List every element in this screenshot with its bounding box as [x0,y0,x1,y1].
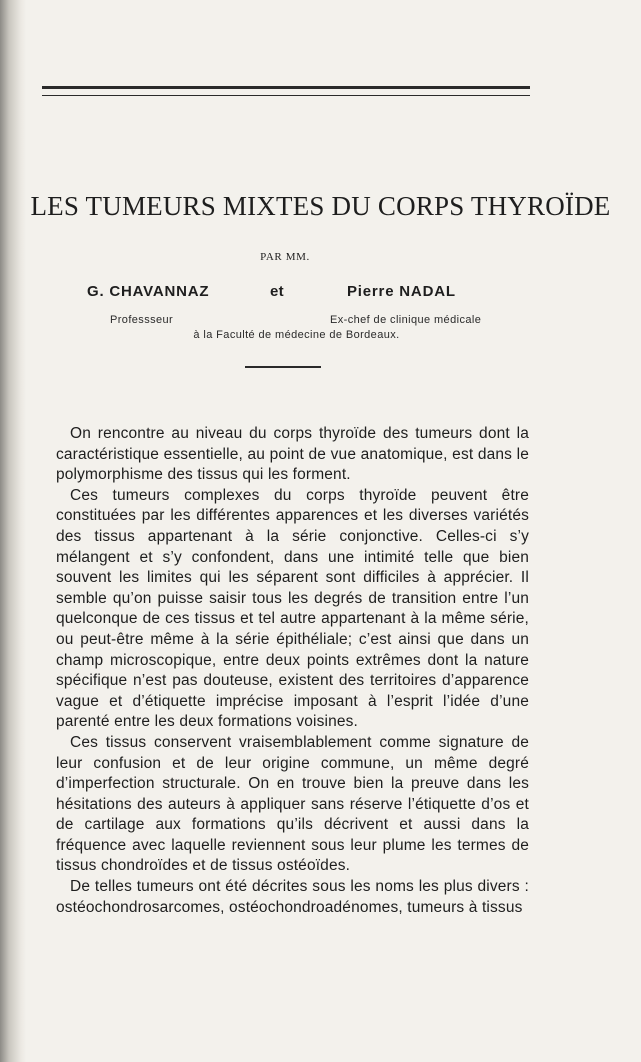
body-paragraph: On rencontre au niveau du corps thyroïde des tumeurs dont la caractéristique essentielle, au point de vue anatomique, est dans le polymorphisme des tissus qui les forment. [56,425,529,484]
author-1-name: G. CHAVANNAZ [87,283,210,300]
header-double-rule [42,86,530,96]
section-divider [245,366,321,368]
author-2-name: Pierre NADAL [347,283,456,300]
author-2-role: Ex-chef de clinique médicale [330,314,482,326]
authors-intro: PAR MM. [260,251,310,263]
article-body [56,424,529,918]
body-paragraph: Ces tissus conservent vraisemblablement comme signature de leur confusion et de leur origine commune, un même degré d’imperfection structurale. On en trouve bien la preuve dans les hésitations des auteurs à appliquer sans réserve l’étiquette d’os et de cartilage aux formations qu’ils décrivent et aussi dans la fréquence avec laquelle reviennent sous leur plume les termes de tissus chondroïdes et de tissus ostéoïdes. [56,733,529,875]
authors-conjunction: et [270,283,284,300]
page-edge-shadow [0,0,26,1062]
author-1-role: Professseur [110,314,174,326]
institution: à la Faculté de médecine de Bordeaux. [193,329,400,341]
body-paragraph: Ces tumeurs complexes du corps thyroïde peuvent être constituées par les différentes apparences et les diverses variétés des tissus appartenant à la série conjonctive. Celles-ci s’y mélangent et s’y confondent, dans une intimité telle que bien souvent les limites qui les séparent sont difficiles à apprécier. Il semble qu’on puisse saisir tous les degrés de transition entre l’un quelconque de ces tissus et tel autre appartenant à la même série, ou peut-être même à la série épithéliale; c’est ainsi que dans un champ microscopique, entre deux points extrêmes dont la nature spécifique n’est pas douteuse, existent des territoires d’apparence vague et d’étiquette imprécise imposant à l’esprit l’idée d’une parenté entre les deux formations voisines. [56,486,529,731]
body-paragraph: De telles tumeurs ont été décrites sous les noms les plus divers : ostéochondrosarcomes, ostéochondroadénomes, tumeurs à tissus [56,878,529,916]
article-title: LES TUMEURS MIXTES DU CORPS THYROÏDE [30,191,611,221]
